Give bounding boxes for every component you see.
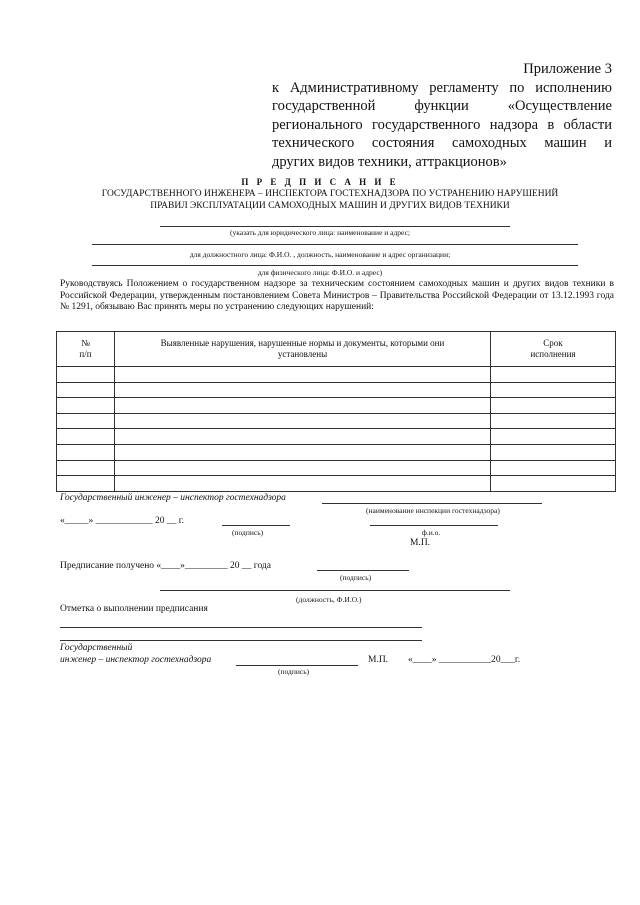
inspector-label: Государственный инженер – инспектор гостехнадзора: [60, 493, 286, 503]
instruction-paragraph: Руководствуясь Положением о государственном надзоре за техническим состоянием самоходных машин и других видов техники в Российской Федерации, утвержденным постановлением Совета Министров – Правительства Российской Федерации от 13.12.1993 года № 1291, обязываю Вас принять меры по устранению следующих нарушений:: [60, 279, 614, 312]
execution-date: «____» ___________20___г.: [408, 655, 521, 665]
signature-line: [222, 525, 290, 526]
recipient-line-2: [92, 244, 578, 245]
received-position-hint: (должность, Ф.И.О.): [296, 595, 362, 604]
row-deadline-cell[interactable]: [491, 460, 616, 476]
execution-inspector-1: Государственный: [60, 643, 133, 653]
table-row: [57, 444, 616, 460]
document-subtitle-1: ГОСУДАРСТВЕННОГО ИНЖЕНЕРА – ИНСПЕКТОРА ГОСТЕХНАДЗОРА ПО УСТРАНЕНИЮ НАРУШЕНИЙ: [101, 189, 559, 199]
execution-signature-hint: (подпись): [278, 667, 310, 676]
annex-line: к Административному регламенту по исполнению: [272, 79, 612, 96]
annex-line: других видов техники, аттракционов»: [272, 153, 507, 170]
row-violation-cell[interactable]: [115, 444, 491, 460]
row-violation-cell[interactable]: [115, 367, 491, 383]
row-deadline-cell[interactable]: [491, 444, 616, 460]
table-row: [57, 367, 616, 383]
sign-date: «_____» ____________ 20 __ г.: [60, 516, 184, 526]
received-position-line: [160, 590, 510, 591]
execution-signature-line: [236, 665, 358, 666]
hint-individual: для физического лица: Ф.И.О. и адрес): [257, 268, 383, 277]
annex-header: [272, 60, 612, 171]
row-violation-cell[interactable]: [115, 476, 491, 492]
col-violations-header: Выявленные нарушения, нарушенные нормы и документы, которыми они установлены: [115, 332, 491, 367]
row-deadline-cell[interactable]: [491, 367, 616, 383]
fio-line: [370, 525, 498, 526]
row-number-cell[interactable]: [57, 382, 115, 398]
table-header-row: [57, 332, 616, 367]
table-row: [57, 429, 616, 445]
table-row: [57, 382, 616, 398]
col-number-header: № п/п: [57, 332, 115, 367]
row-violation-cell[interactable]: [115, 460, 491, 476]
table-row: [57, 460, 616, 476]
recipient-line-3: [92, 265, 578, 266]
annex-number: Приложение 3: [523, 61, 612, 77]
received-signature-hint: (подпись): [340, 573, 372, 582]
execution-line-2: [60, 640, 422, 641]
table-row: [57, 398, 616, 414]
row-number-cell[interactable]: [57, 398, 115, 414]
row-number-cell[interactable]: [57, 444, 115, 460]
row-number-cell[interactable]: [57, 429, 115, 445]
document-subtitle-2: ПРАВИЛ ЭКСПЛУАТАЦИИ САМОХОДНЫХ МАШИН И ДРУГИХ ВИДОВ ТЕХНИКИ: [150, 201, 510, 211]
execution-line-1: [60, 627, 422, 628]
violations-table: [56, 331, 616, 492]
row-number-cell[interactable]: [57, 460, 115, 476]
table-row: [57, 413, 616, 429]
execution-inspector-2: инженер – инспектор гостехнадзора: [60, 655, 212, 665]
row-violation-cell[interactable]: [115, 382, 491, 398]
table-row: [57, 476, 616, 492]
hint-official: для должностного лица: Ф.И.О. , должность, наименование и адрес организации;: [189, 250, 451, 259]
inspection-line: [322, 503, 542, 504]
annex-line: регионального государственного надзора в области: [272, 116, 612, 133]
fio-hint: ф.и.о.: [422, 528, 441, 537]
row-deadline-cell[interactable]: [491, 429, 616, 445]
row-deadline-cell[interactable]: [491, 476, 616, 492]
execution-label: Отметка о выполнении предписания: [60, 604, 208, 614]
row-violation-cell[interactable]: [115, 398, 491, 414]
row-deadline-cell[interactable]: [491, 382, 616, 398]
row-deadline-cell[interactable]: [491, 398, 616, 414]
signature-hint: (подпись): [232, 528, 264, 537]
received-label: Предписание получено «____»_________ 20 __ года: [60, 561, 271, 571]
execution-stamp-mark: М.П.: [368, 655, 389, 665]
hint-legal: (указать для юридического лица: наименование и адрес;: [230, 228, 410, 237]
stamp-mark: М.П.: [410, 538, 431, 548]
received-signature-line: [317, 570, 409, 571]
row-violation-cell[interactable]: [115, 413, 491, 429]
row-number-cell[interactable]: [57, 413, 115, 429]
recipient-line-1: [160, 226, 510, 227]
row-number-cell[interactable]: [57, 367, 115, 383]
col-deadline-header: Срок исполнения: [491, 332, 616, 367]
row-number-cell[interactable]: [57, 476, 115, 492]
annex-line: технического состояния самоходных машин и: [272, 135, 612, 151]
inspection-hint: (наименование инспекции гостехнадзора): [366, 506, 500, 515]
document-title: П Р Е Д П И С А Н И Е: [241, 177, 399, 187]
row-deadline-cell[interactable]: [491, 413, 616, 429]
annex-line: государственной функции «Осуществление: [272, 98, 612, 114]
row-violation-cell[interactable]: [115, 429, 491, 445]
